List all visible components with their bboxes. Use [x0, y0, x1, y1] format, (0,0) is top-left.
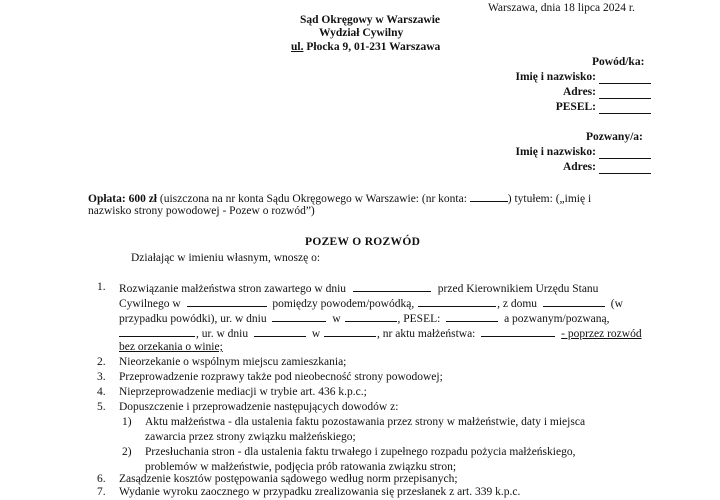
item-1-divorce-text: - poprzez rozwód [561, 328, 642, 340]
item-1-text: w [332, 313, 341, 325]
item-5-sub-1-line-1: Aktu małżeństwa - dla ustalenia faktu pozostawania przez strony w małżeństwie, daty i miejsca [145, 416, 586, 428]
item-3-number: 3. [97, 371, 106, 383]
item-1-text: , nr aktu małżeństwa: [377, 328, 476, 340]
item-1-text: a pozwanym/pozwaną, [504, 313, 610, 325]
item-1-text: przed Kierownikiem Urzędu Stanu [437, 283, 599, 295]
marriage-date-blank[interactable] [353, 281, 431, 292]
plaintiff-pesel-blank-2[interactable] [446, 311, 498, 322]
plaintiff-name-blank[interactable] [599, 83, 651, 84]
item-1-line-4 [119, 326, 642, 340]
defendant-address-label: Adres: [562, 161, 596, 173]
item-5-sub-2-line-1: Przesłuchania stron - dla ustalenia faktu trwałego i zupełnego rozpadu pożycia małżeńskiego, [145, 446, 576, 458]
fee-text-3: nazwisko strony powodowej - Pozew o rozwód”) [88, 205, 315, 217]
plaintiff-pesel-blank[interactable] [599, 113, 651, 114]
fee-label: Opłata: 600 zł [88, 193, 157, 205]
defendant-heading: Pozwany/a: [586, 131, 643, 143]
item-1-text: przypadku powódki), ur. w dniu [119, 313, 267, 325]
plaintiff-birthdate-blank[interactable] [272, 311, 326, 322]
item-4-number: 4. [97, 386, 106, 398]
account-number-blank[interactable] [470, 191, 508, 202]
item-2-number: 2. [97, 356, 106, 368]
defendant-name-label: Imię i nazwisko: [515, 146, 596, 158]
plaintiff-name-label: Imię i nazwisko: [515, 71, 596, 83]
intro-text: Działając w imieniu własnym, wnoszę o: [131, 252, 321, 264]
defendant-name-blank[interactable] [599, 158, 651, 159]
item-1-line-2 [119, 296, 623, 310]
item-4-text: Nieprzeprowadzenie mediacji w trybie art. 436 k.p.c.; [119, 386, 367, 398]
plaintiff-pesel-label: PESEL: [555, 101, 596, 113]
place-date: Warszawa, dnia 18 lipca 2024 r. [488, 2, 635, 14]
court-address [291, 41, 440, 53]
fee-text-1: (uiszczona na nr konta Sądu Okręgowego w Warszawie: (nr konta: [159, 193, 467, 205]
item-1-text: Rozwiązanie małżeństwa stron zawartego w dniu [119, 283, 347, 295]
court-address-prefix: ul. [291, 41, 304, 53]
item-1-text: , z domu [497, 298, 538, 310]
court-name: Sąd Okręgowy w Warszawie [300, 14, 441, 26]
fee-line-1 [88, 191, 591, 205]
marriage-record-blank[interactable] [481, 326, 555, 337]
plaintiff-address-label: Adres: [562, 86, 596, 98]
document-title: POZEW O ROZWÓD [305, 236, 421, 248]
court-address-text: Płocka 9, 01-231 Warszawa [306, 41, 441, 53]
item-5-sub-1-number: 1) [122, 416, 132, 428]
item-2-text: Nieorzekanie o wspólnym miejscu zamieszkania; [119, 356, 347, 368]
item-1-line-5: bez orzekania o winie; [119, 341, 223, 353]
item-5-number: 5. [97, 401, 106, 413]
item-5-sub-1-line-2: zawarcia przez strony związku małżeńskiego; [145, 431, 356, 443]
defendant-name-blank-2[interactable] [119, 326, 195, 337]
item-5-text: Dopuszczenie i przeprowadzenie następujących dowodów z: [119, 401, 399, 413]
defendant-birthdate-blank[interactable] [254, 326, 306, 337]
item-1-text: pomiędzy powodem/powódką, [272, 298, 415, 310]
item-7-text: Wydanie wyroku zaocznego w przypadku zrealizowania się przesłanek z art. 339 k.p.c. [119, 486, 521, 498]
item-1-text: (w [610, 298, 623, 310]
plaintiff-address-blank[interactable] [599, 98, 651, 99]
maiden-name-blank[interactable] [543, 296, 605, 307]
defendant-birthplace-blank[interactable] [324, 326, 376, 337]
plaintiff-birthplace-blank[interactable] [345, 311, 397, 322]
item-7-number: 7. [97, 486, 106, 498]
item-1-text: Cywilnego w [119, 298, 181, 310]
item-1-number: 1. [97, 281, 106, 293]
registry-office-blank[interactable] [187, 296, 267, 307]
fee-text-2: ) tytułem: („imię i [507, 193, 592, 205]
item-1-text: , ur. w dniu [196, 328, 249, 340]
plaintiff-name-blank-2[interactable] [418, 296, 496, 307]
item-1-text: w [311, 328, 321, 340]
item-6-number: 6. [97, 473, 106, 485]
item-3-text: Przeprowadzenie rozprawy także pod nieobecność strony powodowej; [119, 371, 443, 383]
item-5-sub-2-line-2: problemów w małżeństwie, podjęcia prób ratowania związku stron; [145, 461, 457, 473]
defendant-address-blank[interactable] [599, 173, 651, 174]
item-1-line-1 [119, 281, 598, 295]
item-1-text: , PESEL: [397, 313, 441, 325]
item-5-sub-2-number: 2) [122, 446, 132, 458]
item-6-text: Zasądzenie kosztów postępowania sądowego według norm przepisanych; [119, 473, 458, 485]
plaintiff-heading: Powód/ka: [592, 56, 645, 68]
item-1-line-3 [119, 311, 609, 325]
court-division: Wydział Cywilny [319, 27, 404, 39]
